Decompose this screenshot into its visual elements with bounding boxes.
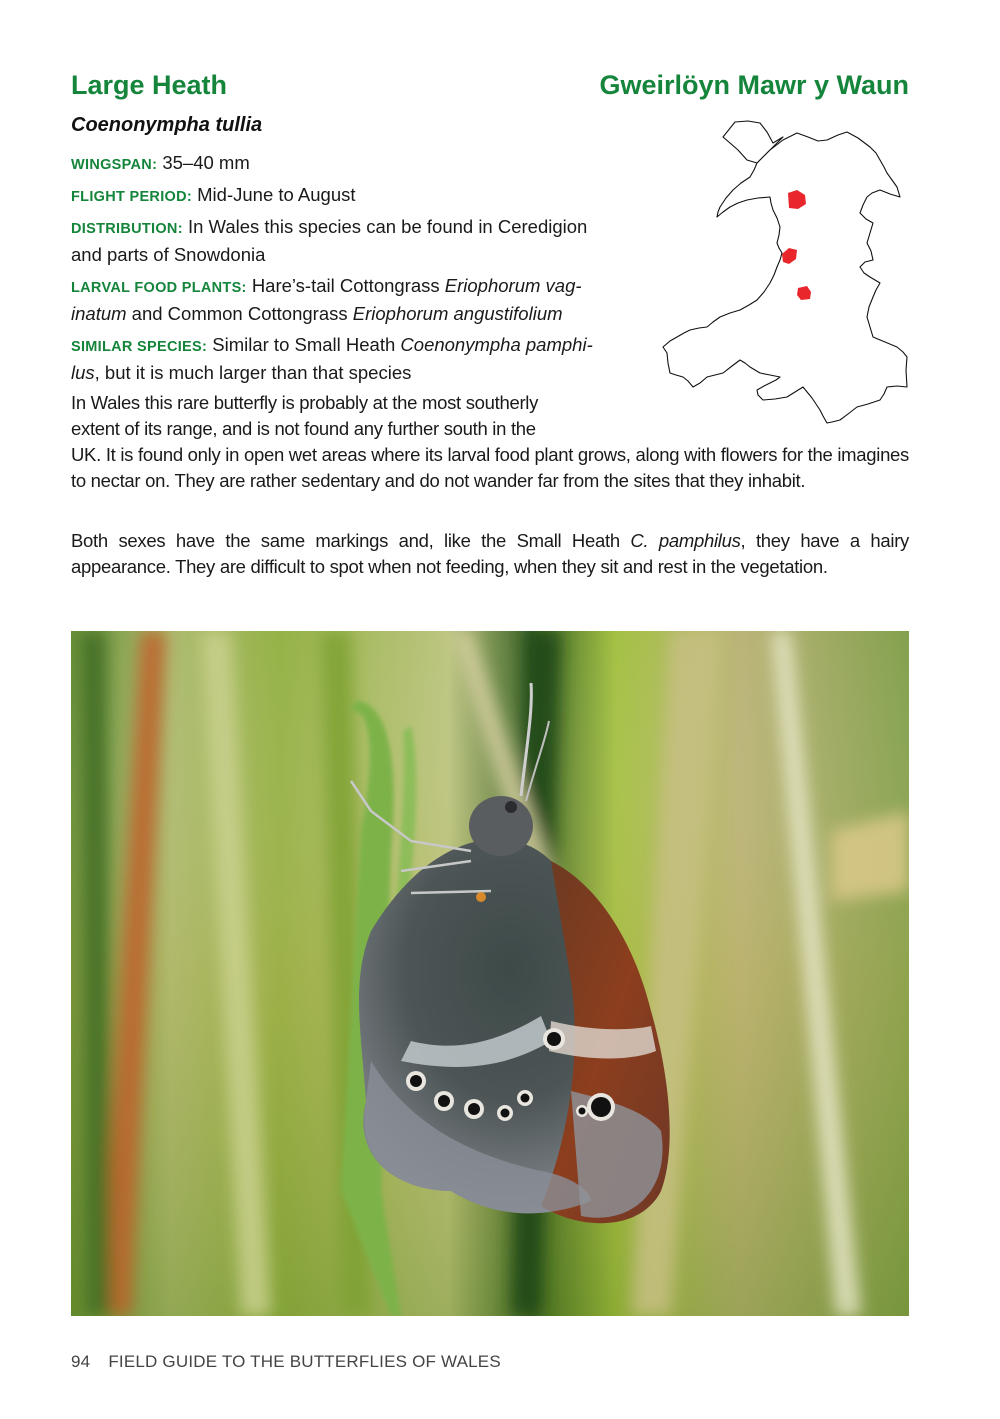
larval-italic2: inatum: [71, 303, 127, 324]
book-title: FIELD GUIDE TO THE BUTTERFLIES OF WALES: [108, 1352, 501, 1371]
butterfly-photo: [71, 631, 909, 1316]
similar-text2: , but it is much larger than that species: [94, 362, 412, 383]
para2-italic: C. pamphilus: [630, 530, 741, 551]
larval-text2: and Common Cottongrass: [126, 303, 353, 324]
para2-text2: , they have a hairy appearance. They are difficult to spot when not feeding, when they sit and rest in the vegetation.: [71, 530, 909, 577]
distribution-label: DISTRIBUTION:: [71, 221, 183, 237]
para1-line2: extent of its range, and is not found any further south in the: [71, 418, 536, 439]
wingspan-field: [71, 150, 250, 178]
welsh-name-heading: Gweirlöyn Mawr y Waun: [599, 70, 909, 100]
similar-species-field: [71, 332, 631, 386]
page-footer: [71, 1352, 501, 1372]
distribution-value-line2: and parts of Snowdonia: [71, 244, 266, 265]
scientific-name: Coenonympha tullia: [71, 114, 263, 136]
similar-species-label: SIMILAR SPECIES:: [71, 339, 208, 355]
para2-text1: Both sexes have the same markings and, like the Small Heath: [71, 530, 631, 551]
distribution-map: [650, 112, 920, 432]
body-paragraph-2: [71, 528, 909, 580]
larval-italic1: Eriophorum vag-: [444, 275, 582, 296]
larval-food-plants-label: LARVAL FOOD PLANTS:: [71, 280, 247, 296]
distribution-value-line1: In Wales this species can be found in Ceredigion: [187, 216, 588, 237]
wingspan-value: 35–40 mm: [162, 152, 250, 173]
page-number: 94: [71, 1352, 91, 1371]
similar-italic2: lus: [71, 362, 95, 383]
similar-text1: Similar to Small Heath: [212, 334, 401, 355]
wales-outline: [663, 132, 907, 423]
larval-text1: Hare’s-tail Cottongrass: [251, 275, 445, 296]
flight-period-label: FLIGHT PERIOD:: [71, 189, 192, 205]
flight-period-field: [71, 182, 356, 210]
common-name-heading: Large Heath: [71, 70, 228, 100]
flight-period-value: Mid-June to August: [197, 184, 356, 205]
wingspan-label: WINGSPAN:: [71, 157, 158, 173]
distribution-field: [71, 214, 631, 268]
similar-italic1: Coenonympha pamphi-: [400, 334, 593, 355]
larval-italic3: Eriophorum angustifolium: [352, 303, 563, 324]
larval-food-plants-field: [71, 273, 631, 327]
para1-rest: UK. It is found only in open wet areas where its larval food plant grows, along with flowers for the imagines to nectar on. They are rather sedentary and do not wander far from the sites that they inhabit.: [71, 444, 909, 491]
para1-line1: In Wales this rare butterfly is probably at the most southerly: [71, 392, 539, 413]
